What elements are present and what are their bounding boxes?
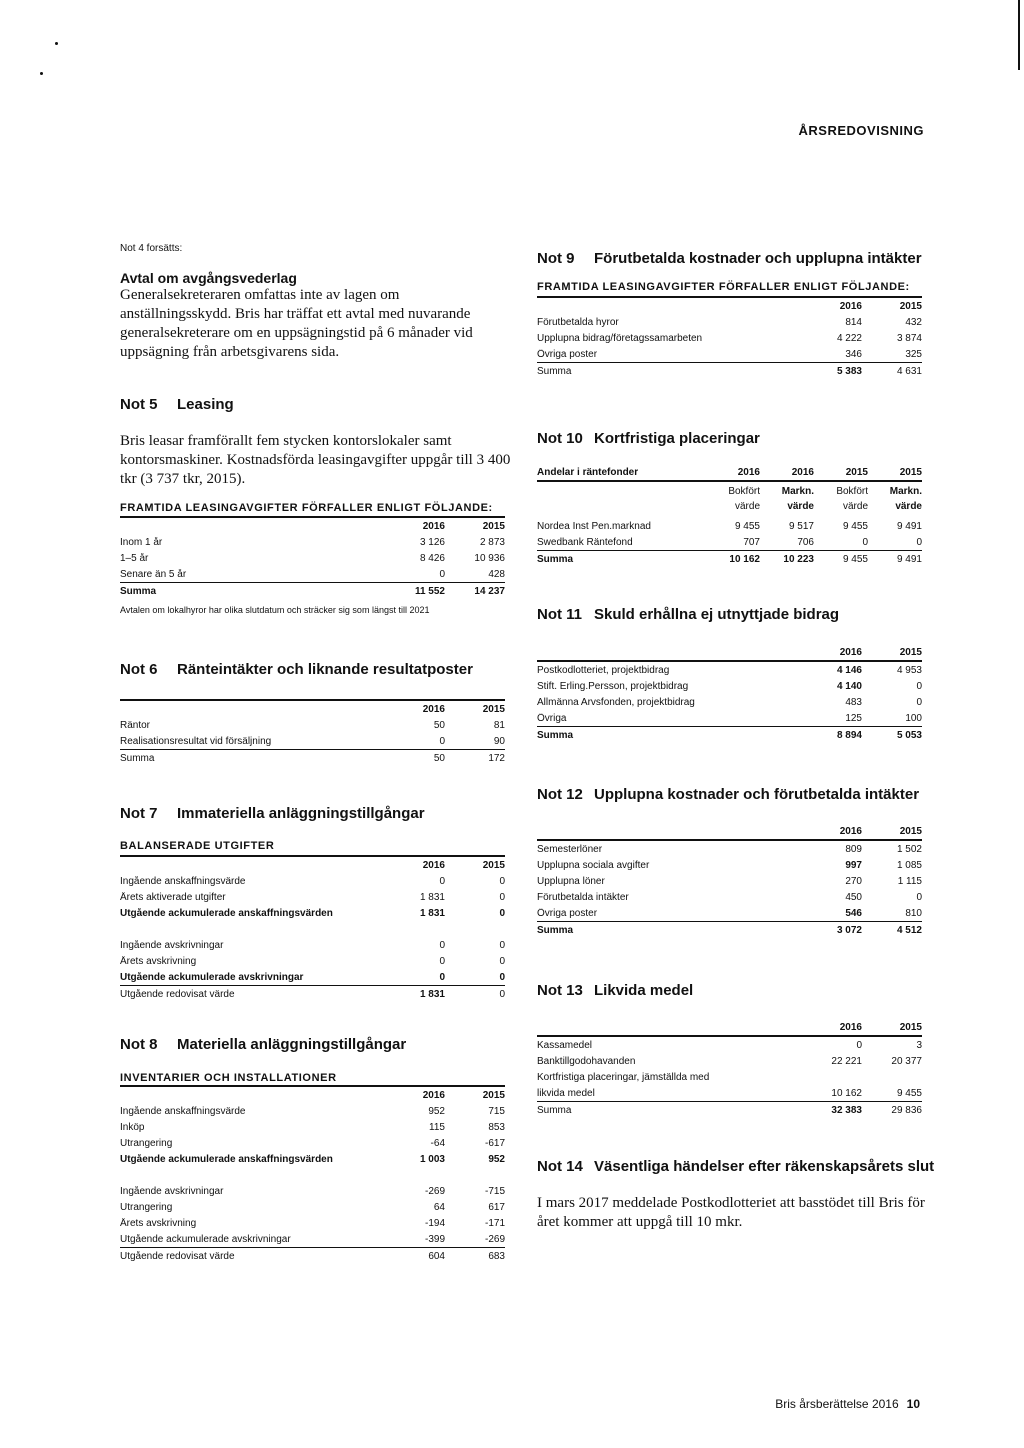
note6-title: Ränteintäkter och liknande resultatposter	[177, 661, 473, 678]
table-header: 2016 2015	[120, 855, 505, 873]
table-header: 2016 2015	[120, 516, 505, 534]
note5-num: Not 5	[120, 396, 158, 413]
table-row: Stift. Erling.Persson, projektbidrag 4 140 0	[537, 680, 922, 692]
note9-title: Förutbetalda kostnader och upplupna intäkter	[594, 250, 922, 267]
footer-text: Bris årsberättelse 2016	[775, 1397, 899, 1411]
table-row: Upplupna löner 270 1 115	[537, 875, 922, 887]
note14-heading	[537, 1158, 934, 1175]
note4-text: Generalsekreteraren omfattas inte av lagen om anställningsskydd. Bris har träffat ett avtal med nuvarande generalsekreterare om en uppsägningstid på 6 månader vid uppsägning från arbetsgivarens sida.	[120, 287, 473, 360]
table-sum-row: Summa 10 162 10 223 9 455 9 491	[537, 550, 922, 567]
table-row: Nordea Inst Pen.marknad 9 455 9 517 9 455 9 491	[537, 520, 922, 532]
table-subtotal-row: Utgående ackumulerade anskaffningsvärden 1 831 0	[120, 907, 505, 919]
table-row: Postkodlotteriet, projektbidrag 4 146 4 953	[537, 664, 922, 676]
note11-heading	[537, 606, 839, 623]
table-row: Inom 1 år 3 126 2 873	[120, 536, 505, 548]
table-subtotal-row: Utgående ackumulerade avskrivningar -399 -269	[120, 1233, 505, 1245]
note7-table	[120, 855, 505, 1002]
note13-heading	[537, 982, 693, 999]
note14-num: Not 14	[537, 1158, 583, 1175]
note13-num: Not 13	[537, 982, 583, 999]
page-footer	[775, 1397, 920, 1411]
note9-heading	[537, 250, 922, 267]
note5-footnote: Avtalen om lokalhyror har olika slutdatum och sträcker sig som längst till 2021	[120, 605, 430, 615]
note6-table	[120, 699, 505, 766]
table-row: Årets avskrivning -194 -171	[120, 1217, 505, 1229]
table-header: 2016 2015	[537, 823, 922, 841]
note8-title: Materiella anläggningstillgångar	[177, 1036, 407, 1053]
note9-num: Not 9	[537, 250, 575, 267]
header-title: ÅRSREDOVISNING	[798, 123, 924, 138]
note11-table	[537, 644, 922, 743]
table-header: 2016 2015	[537, 644, 922, 662]
note4-title: Avtal om avgångsvederlag	[120, 270, 297, 286]
note8-caption: INVENTARIER OCH INSTALLATIONER	[120, 1072, 337, 1084]
table-row: likvida medel 10 162 9 455	[537, 1087, 922, 1099]
table-row: Ingående avskrivningar -269 -715	[120, 1185, 505, 1197]
table-subtotal-row: Utgående ackumulerade avskrivningar 0 0	[120, 971, 505, 983]
table-row: Inköp 115 853	[120, 1121, 505, 1133]
table-row: Årets avskrivning 0 0	[120, 955, 505, 967]
note5-heading	[120, 396, 234, 413]
table-row: Semesterlöner 809 1 502	[537, 843, 922, 855]
note8-num: Not 8	[120, 1036, 158, 1053]
note12-num: Not 12	[537, 786, 583, 803]
note4-continued: Not 4 forsätts:	[120, 243, 183, 254]
table-header: 2016 2015	[120, 1085, 505, 1103]
table-row: Ingående avskrivningar 0 0	[120, 939, 505, 951]
table-sum-row: Summa 5 383 4 631	[537, 362, 922, 379]
table-row: Upplupna sociala avgifter 997 1 085	[537, 859, 922, 871]
note11-num: Not 11	[537, 606, 583, 623]
note6-num: Not 6	[120, 661, 158, 678]
corner-mark	[55, 42, 58, 45]
note5-title: Leasing	[177, 396, 234, 413]
note10-num: Not 10	[537, 430, 583, 447]
note6-heading	[120, 661, 473, 678]
table-row: Förutbetalda hyror 814 432	[537, 316, 922, 328]
table-row: Kassamedel 0 3	[537, 1039, 922, 1051]
note13-title: Likvida medel	[594, 982, 694, 999]
note14-title: Väsentliga händelser efter räkenskapsårets slut	[594, 1158, 935, 1175]
table-final-row: Utgående redovisat värde 604 683	[120, 1247, 505, 1264]
page-number: 10	[906, 1397, 920, 1411]
note9-caption: FRAMTIDA LEASINGAVGIFTER FÖRFALLER ENLIGT FÖLJANDE:	[537, 281, 910, 293]
table-sum-row: Summa 11 552 14 237	[120, 582, 505, 599]
table-row: 1–5 år 8 426 10 936	[120, 552, 505, 564]
table-row: Övriga poster 346 325	[537, 348, 922, 360]
table-row: Förutbetalda intäkter 450 0	[537, 891, 922, 903]
note5-caption: FRAMTIDA LEASINGAVGIFTER FÖRFALLER ENLIGT FÖLJANDE:	[120, 502, 493, 514]
note10-heading	[537, 430, 760, 447]
table-row: Upplupna bidrag/företagssamarbeten 4 222 3 874	[537, 332, 922, 344]
table-row: Övriga poster 546 810	[537, 907, 922, 919]
table-row: Ingående anskaffningsvärde 0 0	[120, 875, 505, 887]
note13-table	[537, 1019, 922, 1118]
table-row: Utrangering 64 617	[120, 1201, 505, 1213]
edge-bar	[1018, 0, 1020, 70]
note12-table	[537, 823, 922, 938]
table-row: Banktillgodohavanden 22 221 20 377	[537, 1055, 922, 1067]
table-header: Andelar i räntefonder 2016 2016 2015 2015	[537, 466, 922, 478]
note4-section	[120, 243, 510, 362]
note5-text: Bris leasar framförallt fem stycken kontorslokaler samt kontorsmaskiner. Kostnadsförda leasingavgifter uppgår till 3 400 tkr (3 737 tkr, 2015).	[120, 433, 511, 487]
note5-table	[120, 516, 505, 599]
corner-mark	[40, 72, 43, 75]
note11-title: Skuld erhållna ej utnyttjade bidrag	[594, 606, 840, 623]
table-row: Årets aktiverade utgifter 1 831 0	[120, 891, 505, 903]
note12-heading	[537, 786, 919, 803]
table-sum-row: Summa 50 172	[120, 749, 505, 766]
table-row: Räntor 50 81	[120, 719, 505, 731]
table-row: Kortfristiga placeringar, jämställda med	[537, 1071, 710, 1083]
table-row: Allmänna Arvsfonden, projektbidrag 483 0	[537, 696, 922, 708]
table-row: Senare än 5 år 0 428	[120, 568, 505, 580]
table-subtotal-row: Utgående ackumulerade anskaffningsvärden 1 003 952	[120, 1153, 505, 1165]
table-header: 2016 2015	[120, 699, 505, 717]
note7-title: Immateriella anläggningstillgångar	[177, 805, 425, 822]
table-row: Realisationsresultat vid försäljning 0 90	[120, 735, 505, 747]
note9-table	[537, 296, 922, 379]
note8-table	[120, 1085, 505, 1264]
note14-text: I mars 2017 meddelade Postkodlotteriet att basstödet till Bris för året kommer att uppgå till 10 mkr.	[537, 1195, 925, 1230]
note7-num: Not 7	[120, 805, 158, 822]
note10-title: Kortfristiga placeringar	[594, 430, 760, 447]
table-row: Övriga 125 100	[537, 712, 922, 724]
note12-title: Upplupna kostnader och förutbetalda intäkter	[594, 786, 920, 803]
table-header: 2016 2015	[537, 1019, 922, 1037]
table-row: Ingående anskaffningsvärde 952 715	[120, 1105, 505, 1117]
note10-table	[537, 464, 922, 567]
note7-heading	[120, 805, 425, 822]
note7-caption: BALANSERADE UTGIFTER	[120, 840, 275, 852]
table-row: Swedbank Räntefond 707 706 0 0	[537, 536, 922, 548]
table-header: 2016 2015	[537, 296, 922, 314]
table-sum-row: Summa 8 894 5 053	[537, 726, 922, 743]
table-final-row: Utgående redovisat värde 1 831 0	[120, 985, 505, 1002]
table-row: Utrangering -64 -617	[120, 1137, 505, 1149]
note8-heading	[120, 1036, 406, 1053]
table-sum-row: Summa 32 383 29 836	[537, 1101, 922, 1118]
table-subheader: Bokfört värde Markn. värde Bokfört värde Markn. värde	[537, 480, 922, 518]
table-sum-row: Summa 3 072 4 512	[537, 921, 922, 938]
